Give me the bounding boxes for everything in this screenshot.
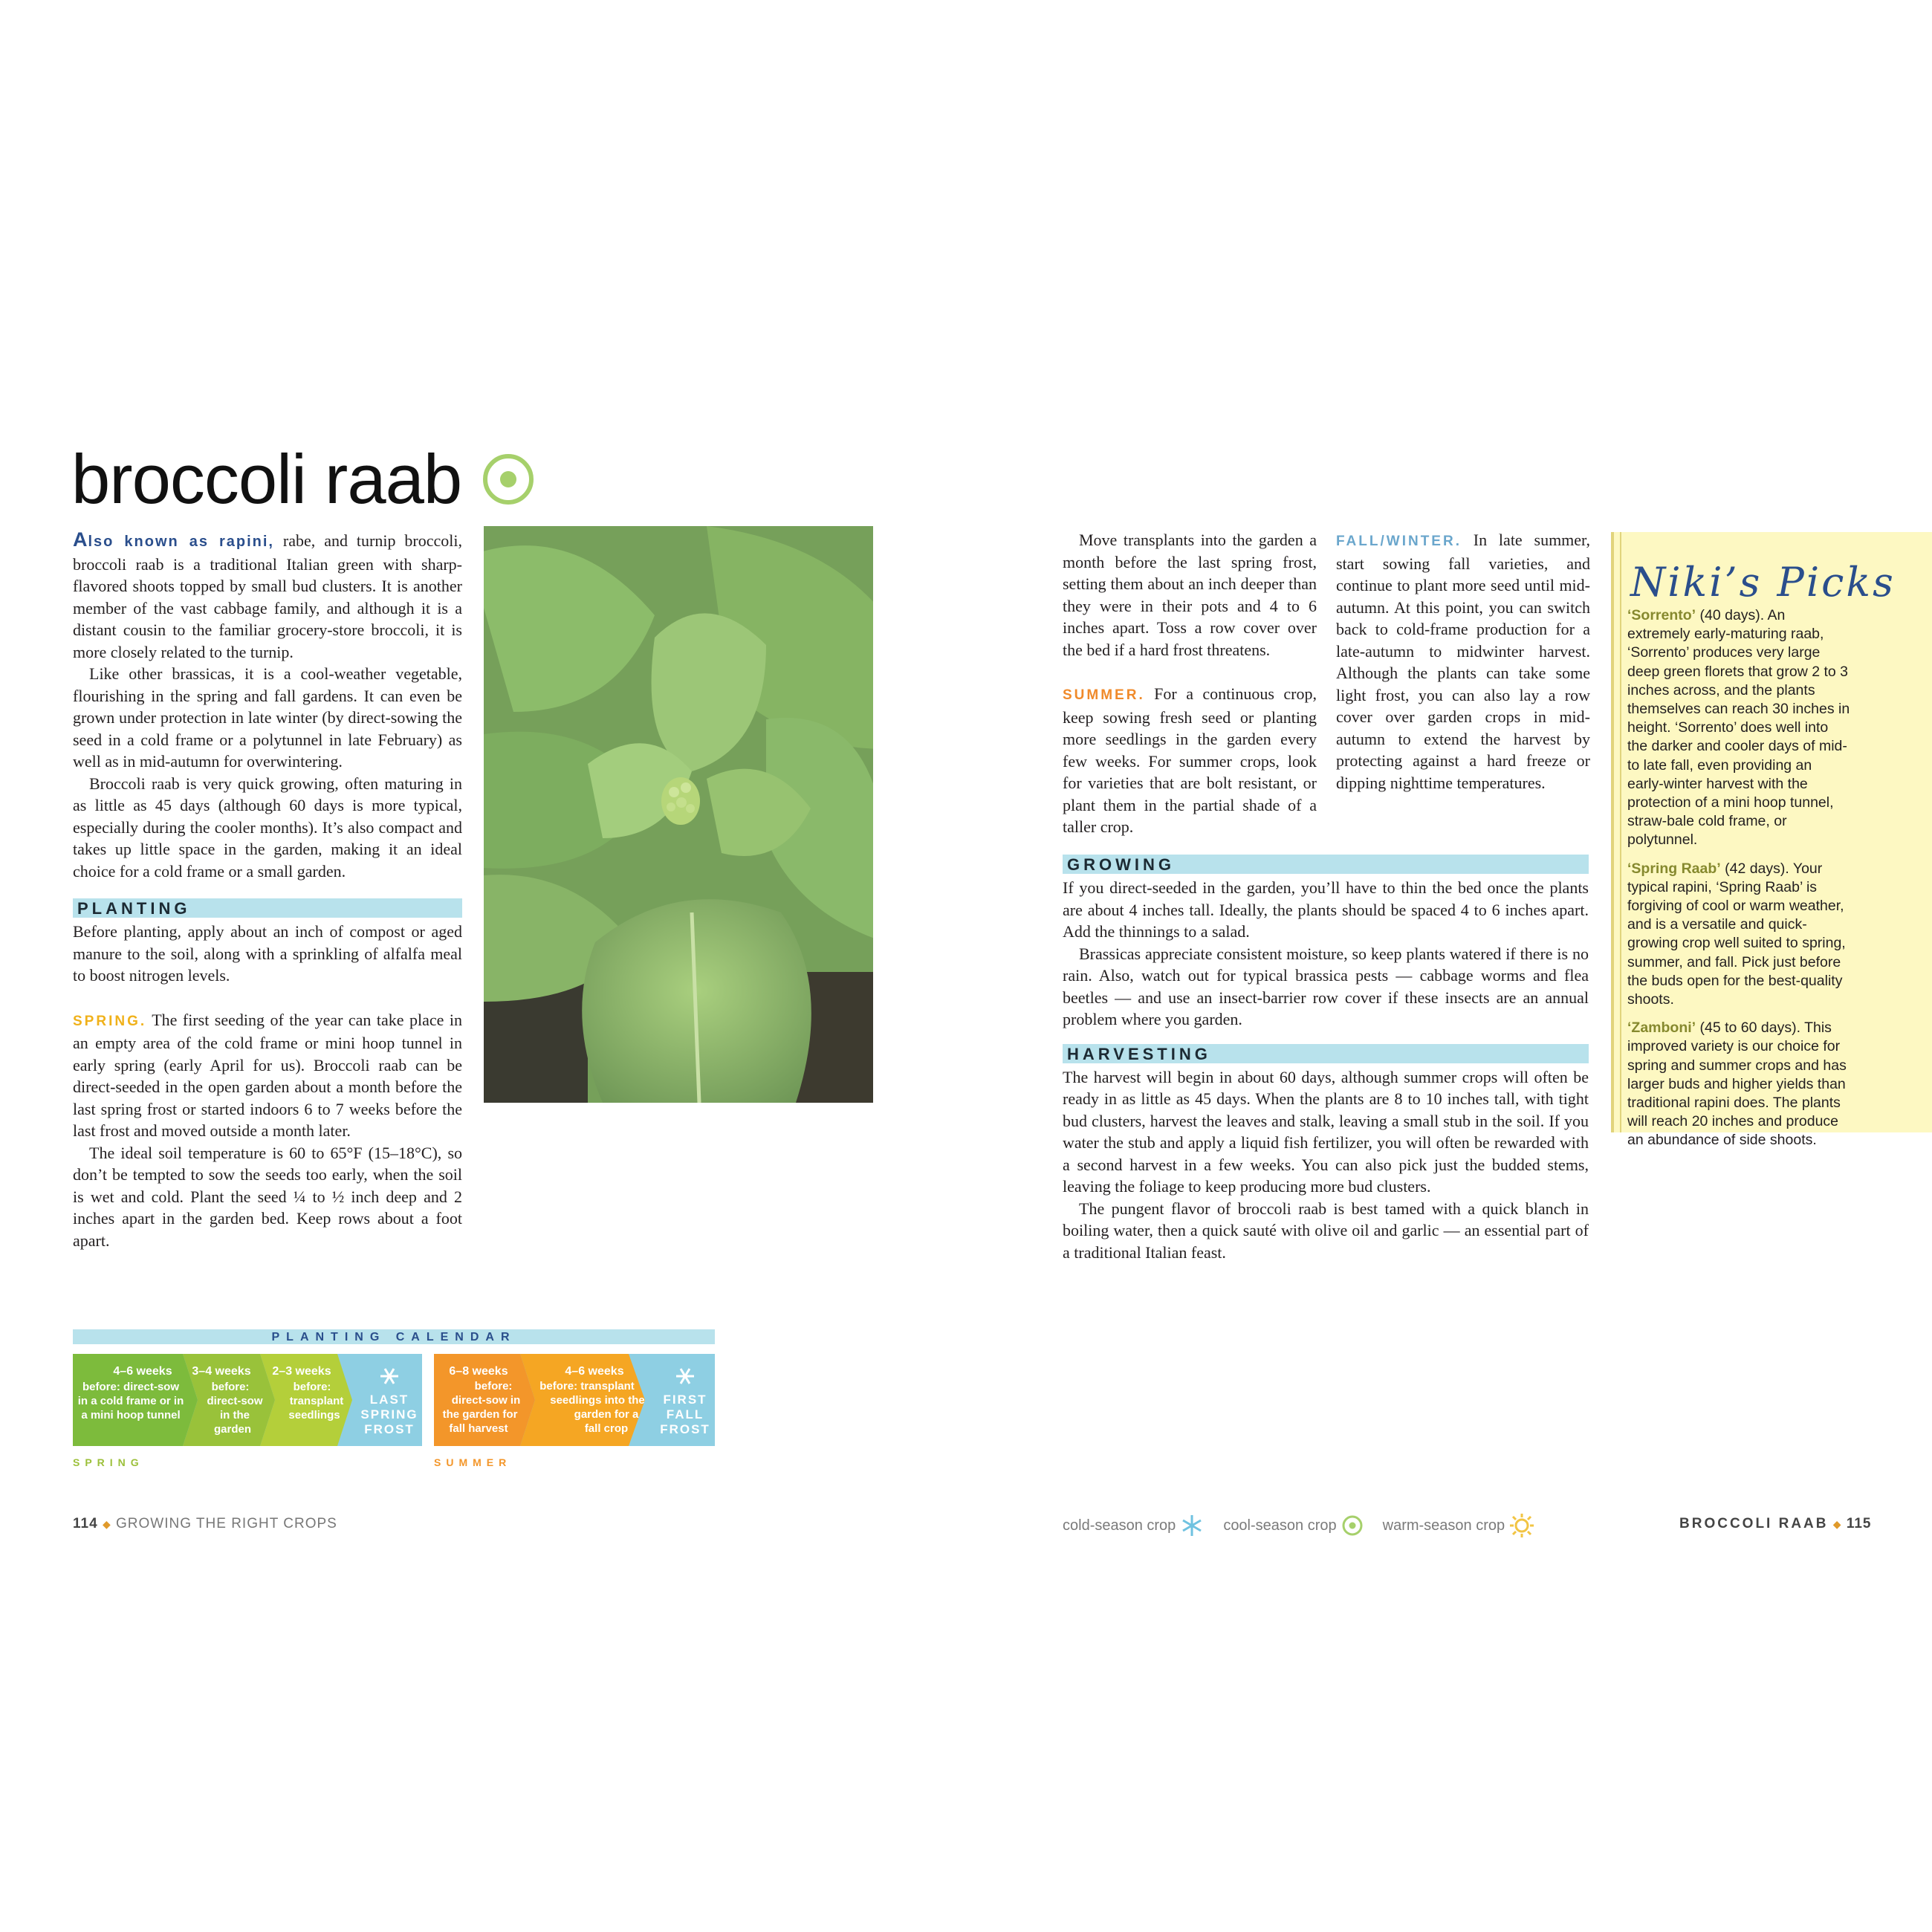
legend-warm	[1383, 1513, 1535, 1538]
planting-calendar-heading: PLANTING CALENDAR	[73, 1329, 715, 1344]
harvesting-paragraph-1: The harvest will begin in about 60 days, although summer crops will often be ready in as little as 45 days. When the plants are 8 to 10 inches tall, with tight bud clusters, harvest the leaves and stalk, leaving a small stub in the soil. If you water the stub and apply a liquid fish fertilizer, you will often be rewarded with a second harvest in a few weeks. You can also pick just the budded stems, leaving the foliage to keep producing more bud clusters.	[1063, 1067, 1589, 1196]
spring-step-3-head: 2–3 weeks	[272, 1365, 331, 1378]
spring-text: The first seeding of the year can take place in an empty area of the cold frame or mini hoop tunnel in early spring (early April for us). Broccoli raab can be direct-seeded in the open garden about a month before the last spring frost or started indoors 6 to 7 weeks before the last frost and moved outside a month later.	[73, 1010, 462, 1140]
sun-icon	[1509, 1513, 1534, 1538]
spring-step-3-line: before:	[293, 1381, 331, 1393]
page-title	[71, 438, 534, 520]
summer-paragraph	[1063, 683, 1317, 838]
legend-warm-label: warm-season crop	[1382, 1517, 1505, 1534]
right-column-1	[1063, 529, 1317, 838]
summer-step-2-line: garden for a	[574, 1408, 639, 1421]
harvesting-heading: HARVESTING	[1063, 1044, 1589, 1063]
pick-name: ‘Sorrento’	[1627, 607, 1696, 623]
sidebar-rule	[1620, 532, 1621, 1132]
title-text: broccoli raab	[71, 440, 462, 518]
intro-column	[73, 529, 462, 1251]
first-fall-frost-label: FIRST	[663, 1393, 707, 1407]
last-spring-frost-label: LAST	[369, 1393, 409, 1407]
summer-step-1-head: 6–8 weeks	[449, 1365, 508, 1378]
legend-cool-label: cool-season crop	[1223, 1517, 1337, 1534]
fall-winter-paragraph	[1336, 529, 1590, 794]
drop-lead-letter: A	[73, 528, 88, 551]
growing-harvesting-column	[1063, 855, 1589, 1263]
picks-list	[1627, 606, 1850, 1160]
pick-text: (45 to 60 days). This improved variety is our choice for spring and summer crops and has larger buds and higher yields than traditional rapini does. The plants will reach 20 inches and produce an abundance of side shoots.	[1627, 1020, 1847, 1149]
legend-cold-label: cold-season crop	[1063, 1517, 1176, 1534]
nikis-picks-handwritten-title	[1627, 547, 1925, 614]
lead-in: lso known as rapini,	[88, 534, 274, 550]
harvesting-paragraph-2: The pungent flavor of broccoli raab is best tamed with a quick blanch in boiling water, then a quick sauté with olive oil and garlic — an essential part of a traditional Italian feast.	[1063, 1199, 1589, 1262]
last-spring-frost-label: SPRING	[360, 1407, 418, 1422]
spring-step-1-line: in a cold frame or in	[77, 1395, 184, 1407]
summer-step-2-line: before: transplant	[539, 1380, 635, 1393]
growing-paragraph-2: Brassicas appreciate consistent moisture, so keep plants watered if there is no rain. Also, watch out for typical brassica pests — cabbage worms and flea beetles — and use an insect-barrier row cover if these insects are an annual problem where you garden.	[1063, 944, 1589, 1028]
spring-step-2-line: in the	[220, 1409, 250, 1422]
pick-text: (42 days). Your typical rapini, ‘Spring Raab’ is forgiving of cool or warm weather, and is a versatile and quick-growing crop well suited to spring, summer, and fall. Pick just before the buds open for the best-quality shoots.	[1627, 860, 1846, 1008]
transplant-paragraph: Move transplants into the garden a month before the last spring frost, setting them about an inch deeper than they were in their pots and 4 to 6 inches apart. Toss a row cover over the bed if a hard frost threatens.	[1063, 531, 1317, 659]
planting-paragraph-3: The ideal soil temperature is 60 to 65°F (15–18°C), so don’t be tempted to sow the seeds too early, when the soil is wet and cold. Plant the seed ¼ to ½ inch deep and 2 inches apart in the garden bed. Keep rows about a foot apart.	[73, 1143, 462, 1250]
planting-spring-paragraph	[73, 1009, 462, 1142]
spring-step-2-line: direct-sow	[207, 1395, 263, 1407]
spring-calendar	[73, 1354, 422, 1446]
pick-item	[1627, 860, 1850, 1010]
pick-text: (40 days). An extremely early-maturing raab, ‘Sorrento’ produces very large deep green florets that grow 2 to 3 inches across, and the plants themselves can reach 30 inches in height. ‘Sorrento’ does well into the darker and cooler days of mid- to late fall, even providing an early-winter harvest with the protection of a mini hoop tunnel, straw-bale cold frame, or polytunnel.	[1627, 607, 1850, 849]
pick-item	[1627, 1019, 1850, 1150]
summer-step-2-line: seedlings into the	[550, 1394, 645, 1407]
running-head: BROCCOLI RAAB	[1679, 1516, 1829, 1531]
summer-step-2-head: 4–6 weeks	[565, 1365, 624, 1378]
intro-paragraph-1	[73, 529, 462, 663]
legend-cold	[1063, 1514, 1204, 1537]
last-spring-frost-label: FROST	[364, 1422, 415, 1436]
nikis-picks-title: Niki’s Picks	[1630, 559, 1896, 606]
crop-season-legend	[1063, 1513, 1554, 1538]
target-circle-icon	[1341, 1514, 1364, 1537]
fall-winter-lead: FALL/WINTER.	[1336, 534, 1462, 549]
fall-winter-text: In late summer, start sowing fall varieties, and continue to plant more seed until mid-autumn. At this point, you can switch back to cold-frame production for a late-autumn to midwinter harvest. Although the plants can take some light frost, you can also lay a row cover over garden crops in mid-autumn to extend the harvest by protecting against a hard freeze or dipping nighttime temperatures.	[1336, 531, 1590, 792]
intro-paragraph-3: Broccoli raab is very quick growing, often maturing in as little as 45 days (although 60 days is more typical, especially during the cooler months). It’s also compact and takes up little space in the garden, making it an ideal choice for a cold frame or a small garden.	[73, 774, 462, 881]
first-fall-frost-label: FALL	[666, 1407, 704, 1422]
summer-calendar-label: SUMMER	[434, 1456, 512, 1468]
intro-paragraph-2: Like other brassicas, it is a cool-weather vegetable, flourishing in the spring and fall gardens. It can even be grown under protection in late winter (by direct-sowing the seed in a cold frame or a polytunnel in late February) as well as in mid-autumn for overwintering.	[73, 664, 462, 771]
summer-step-2-line: fall crop	[584, 1422, 629, 1435]
summer-lead: SUMMER.	[1063, 687, 1145, 703]
spring-step-2-head: 3–4 weeks	[192, 1365, 251, 1378]
spring-step-1-head: 4–6 weeks	[113, 1365, 172, 1378]
spring-lead: SPRING.	[73, 1013, 147, 1029]
diamond-icon: ◆	[102, 1518, 111, 1530]
broccoli-raab-photo	[484, 526, 873, 1103]
snowflake-icon	[1180, 1514, 1204, 1537]
summer-step-1-line: fall harvest	[449, 1422, 508, 1435]
legend-cool	[1223, 1514, 1363, 1537]
page-number: 114	[73, 1516, 98, 1531]
spring-step-3-line: transplant	[289, 1395, 344, 1407]
intro-text: rabe, and turnip broccoli, broccoli raab is a traditional Italian green with sharp-flavored shoots topped by small bud clusters. It is another member of the vast cabbage family, and although it is a distant cousin to the familiar grocery-store broccoli, it is more closely related to the turnip.	[73, 531, 462, 661]
growing-paragraph-1: If you direct-seeded in the garden, you’ll have to thin the bed once the plants are about 4 inches tall. Ideally, the plants should be spaced 4 to 6 inches apart. Add the thinnings to a salad.	[1063, 878, 1589, 941]
page-number: 115	[1846, 1516, 1872, 1531]
spring-calendar-label: SPRING	[73, 1456, 144, 1468]
growing-heading: GROWING	[1063, 855, 1589, 874]
pick-item	[1627, 606, 1850, 850]
planting-paragraph-1: Before planting, apply about an inch of compost or aged manure to the soil, along with a sprinkling of alfalfa meal to boost nitrogen levels.	[73, 922, 462, 985]
spring-step-1-line: a mini hoop tunnel	[81, 1409, 181, 1422]
nikis-picks-sidebar	[1611, 532, 1932, 1149]
spring-step-2-line: garden	[213, 1423, 252, 1436]
left-footer	[73, 1516, 337, 1532]
spring-step-3-line: seedlings	[288, 1409, 340, 1422]
spring-step-2-line: before:	[211, 1381, 250, 1393]
summer-text: For a continuous crop, keep sowing fresh seed or planting more seedlings in the garden every few weeks. For summer crops, look for varieties that are bolt resistant, or plant them in the partial shade of a taller crop.	[1063, 684, 1317, 836]
cool-season-icon	[482, 453, 534, 505]
summer-step-1-line: the garden for	[442, 1408, 518, 1421]
summer-step-1-line: direct-sow in	[451, 1394, 521, 1407]
first-fall-frost-label: FROST	[660, 1422, 710, 1436]
spring-step-1-line: before: direct-sow	[82, 1381, 180, 1393]
pick-name: ‘Zamboni’	[1627, 1020, 1696, 1037]
right-column-2	[1336, 529, 1590, 794]
summer-calendar	[434, 1354, 715, 1446]
summer-step-1-line: before:	[474, 1380, 513, 1393]
planting-heading: PLANTING	[73, 898, 462, 918]
right-footer	[1679, 1516, 1872, 1532]
diamond-icon: ◆	[1832, 1518, 1842, 1530]
pick-name: ‘Spring Raab’	[1627, 860, 1721, 877]
running-head: GROWING THE RIGHT CROPS	[116, 1516, 337, 1531]
